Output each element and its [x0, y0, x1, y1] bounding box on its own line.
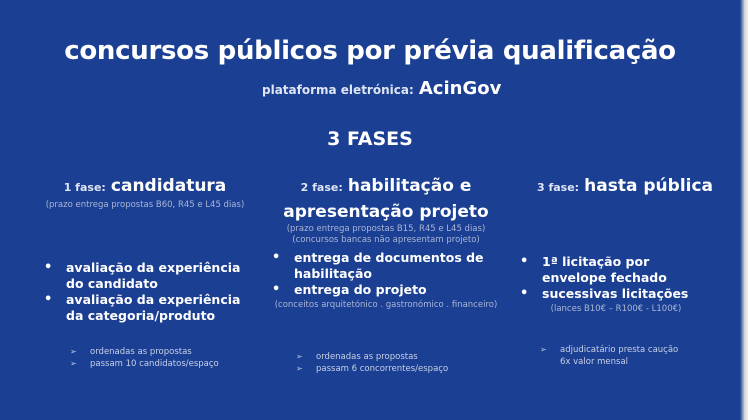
list-item: ➢ ordenadas as propostas — [70, 346, 260, 358]
phase-3-heading — [518, 174, 732, 200]
phase-1-label: 1 fase: — [63, 181, 106, 194]
phase-1-deadline-note: (prazo entrega propostas B60, R45 e L45 dias) — [45, 200, 245, 210]
list-item: • sucessivas licitações — [516, 286, 716, 302]
phase-1-bullets — [40, 260, 250, 324]
list-item: ➢ passam 10 candidatos/espaço — [70, 358, 260, 370]
list-item: ➢ ordenadas as propostas — [296, 351, 496, 363]
page-title: concursos públicos por prévia qualificação — [64, 36, 676, 66]
phase-3-bids-note: (lances B10€ – R100€ - L100€) — [550, 304, 682, 314]
phase-1-name: candidatura — [110, 176, 227, 196]
phase-3-bullets — [516, 254, 716, 314]
list-item: • entrega do projeto — [268, 282, 504, 298]
phase-3-label: 3 fase: — [536, 181, 580, 194]
platform-label: plataforma eletrónica: — [262, 83, 414, 97]
phase-2-column — [264, 174, 508, 246]
platform-line — [262, 78, 501, 99]
phase-1-column — [40, 174, 250, 211]
platform-name: AcinGov — [418, 78, 502, 99]
phase-1-heading — [40, 174, 250, 200]
phase-2-project-note: (concursos bancas não apresentam projeto) — [292, 235, 480, 245]
list-item: • avaliação da experiência da categoria/produto — [40, 292, 250, 324]
phase-3-name: hasta pública — [584, 176, 714, 196]
phase-1-outcomes — [70, 346, 260, 370]
phase-3-outcomes — [540, 344, 690, 368]
phase-2-deadline-note: (prazo entrega propostas B15, R45 e L45 dias) — [286, 224, 486, 234]
phase-2-name: habilitação e apresentação projeto — [283, 176, 489, 222]
phase-2-outcomes — [296, 351, 496, 375]
list-item: ➢ adjudicatário presta caução 6x valor mensal — [540, 344, 690, 368]
phase-2-label: 2 fase: — [300, 181, 343, 194]
list-item: ➢ passam 6 concorrentes/espaço — [296, 363, 496, 375]
list-item: • 1ª licitação por envelope fechado — [516, 254, 716, 286]
phase-2-heading — [264, 174, 508, 224]
phase-3-column — [518, 174, 732, 200]
window-edge — [740, 0, 748, 420]
phases-heading: 3 FASES — [327, 128, 413, 150]
phase-2-bullets — [268, 250, 504, 310]
list-item: • entrega de documentos de habilitação — [268, 250, 504, 282]
list-item: • avaliação da experiência do candidato — [40, 260, 250, 292]
phase-2-concepts-note: (conceitos arquitetónico . gastronómico . financeiro) — [274, 300, 498, 310]
